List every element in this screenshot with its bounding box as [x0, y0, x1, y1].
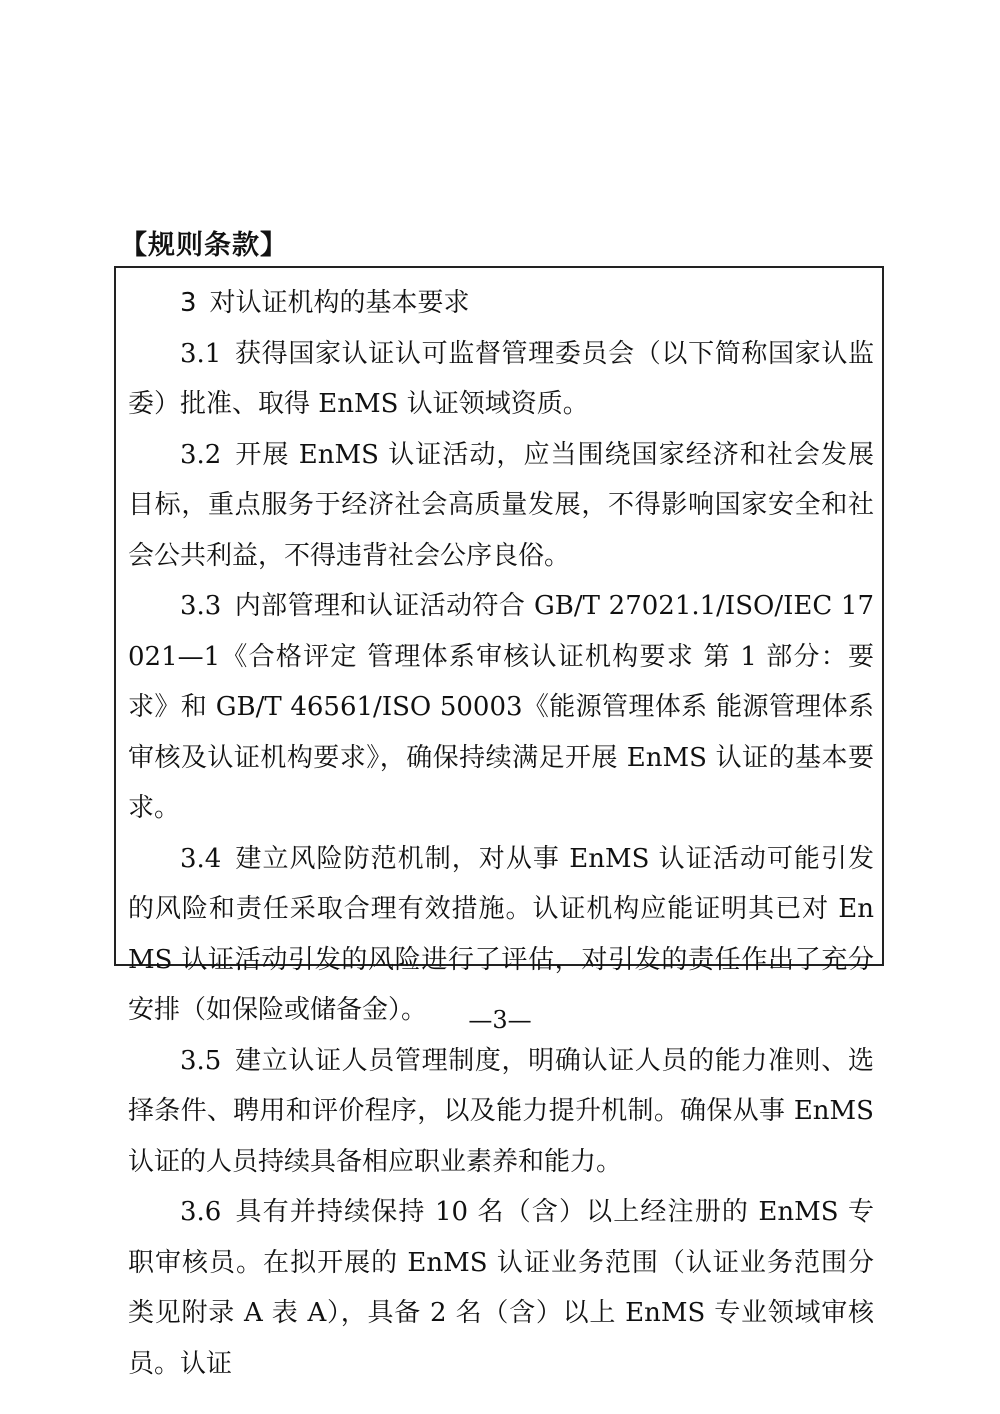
- paragraph-number: 3.5: [180, 1045, 222, 1076]
- rules-content: [128, 278, 874, 1389]
- paragraph-3-5: [128, 1036, 874, 1188]
- paragraph-3-1: [128, 329, 874, 430]
- rules-table-frame: [114, 266, 884, 1379]
- paragraph-text: 获得国家认证认可监督管理委员会（以下简称国家认监委）批准、取得 EnMS 认证领域资质。: [128, 338, 874, 419]
- paragraph-3-2: [128, 430, 874, 582]
- paragraph-number: 3.4: [180, 843, 222, 874]
- paragraph-text: 建立风险防范机制，对从事 EnMS 认证活动可能引发的风险和责任采取合理有效措施。认证机构应能证明其已对 EnMS 认证活动引发的风险进行了评估，对引发的责任作出了充分安排（如保险或储备金）。: [128, 843, 874, 1025]
- section-heading: 【规则条款】: [120, 230, 288, 261]
- paragraph-3-3: [128, 581, 874, 834]
- paragraph-number: 3.1: [180, 338, 222, 369]
- paragraph-text: 内部管理和认证活动符合 GB/T 27021.1/ISO/IEC 17021—1《合格评定 管理体系审核认证机构要求 第 1 部分：要求》和 GB/T 46561/ISO 50003《能源管理体系 能源管理体系审核及认证机构要求》，确保持续满足开展 EnMS 认证的基本要求。: [128, 591, 874, 823]
- clause-title-text: 对认证机构的基本要求: [209, 288, 470, 318]
- paragraph-number: 3.6: [180, 1197, 222, 1227]
- paragraph-3-6: [128, 1187, 874, 1389]
- paragraph-text: 具有并持续保持 10 名（含）以上经注册的 EnMS 专职审核员。在拟开展的 EnMS 认证业务范围（认证业务范围分类见附录 A 表 A），具备 2 名（含）以上 EnMS 专业领域审核员。认证: [128, 1197, 874, 1379]
- paragraph-number: 3.2: [180, 439, 222, 470]
- paragraph-number: 3.3: [180, 591, 222, 621]
- paragraph-text: 开展 EnMS 认证活动，应当围绕国家经济和社会发展目标，重点服务于经济社会高质量发展，不得影响国家安全和社会公共利益，不得违背社会公序良俗。: [128, 439, 874, 571]
- clause-title: [128, 278, 874, 329]
- paragraph-text: 建立认证人员管理制度，明确认证人员的能力准则、选择条件、聘用和评价程序，以及能力提升机制。确保从事 EnMS 认证的人员持续具备相应职业素养和能力。: [128, 1045, 874, 1177]
- page-number: —3—: [468, 1006, 532, 1034]
- clause-number: 3: [180, 288, 197, 318]
